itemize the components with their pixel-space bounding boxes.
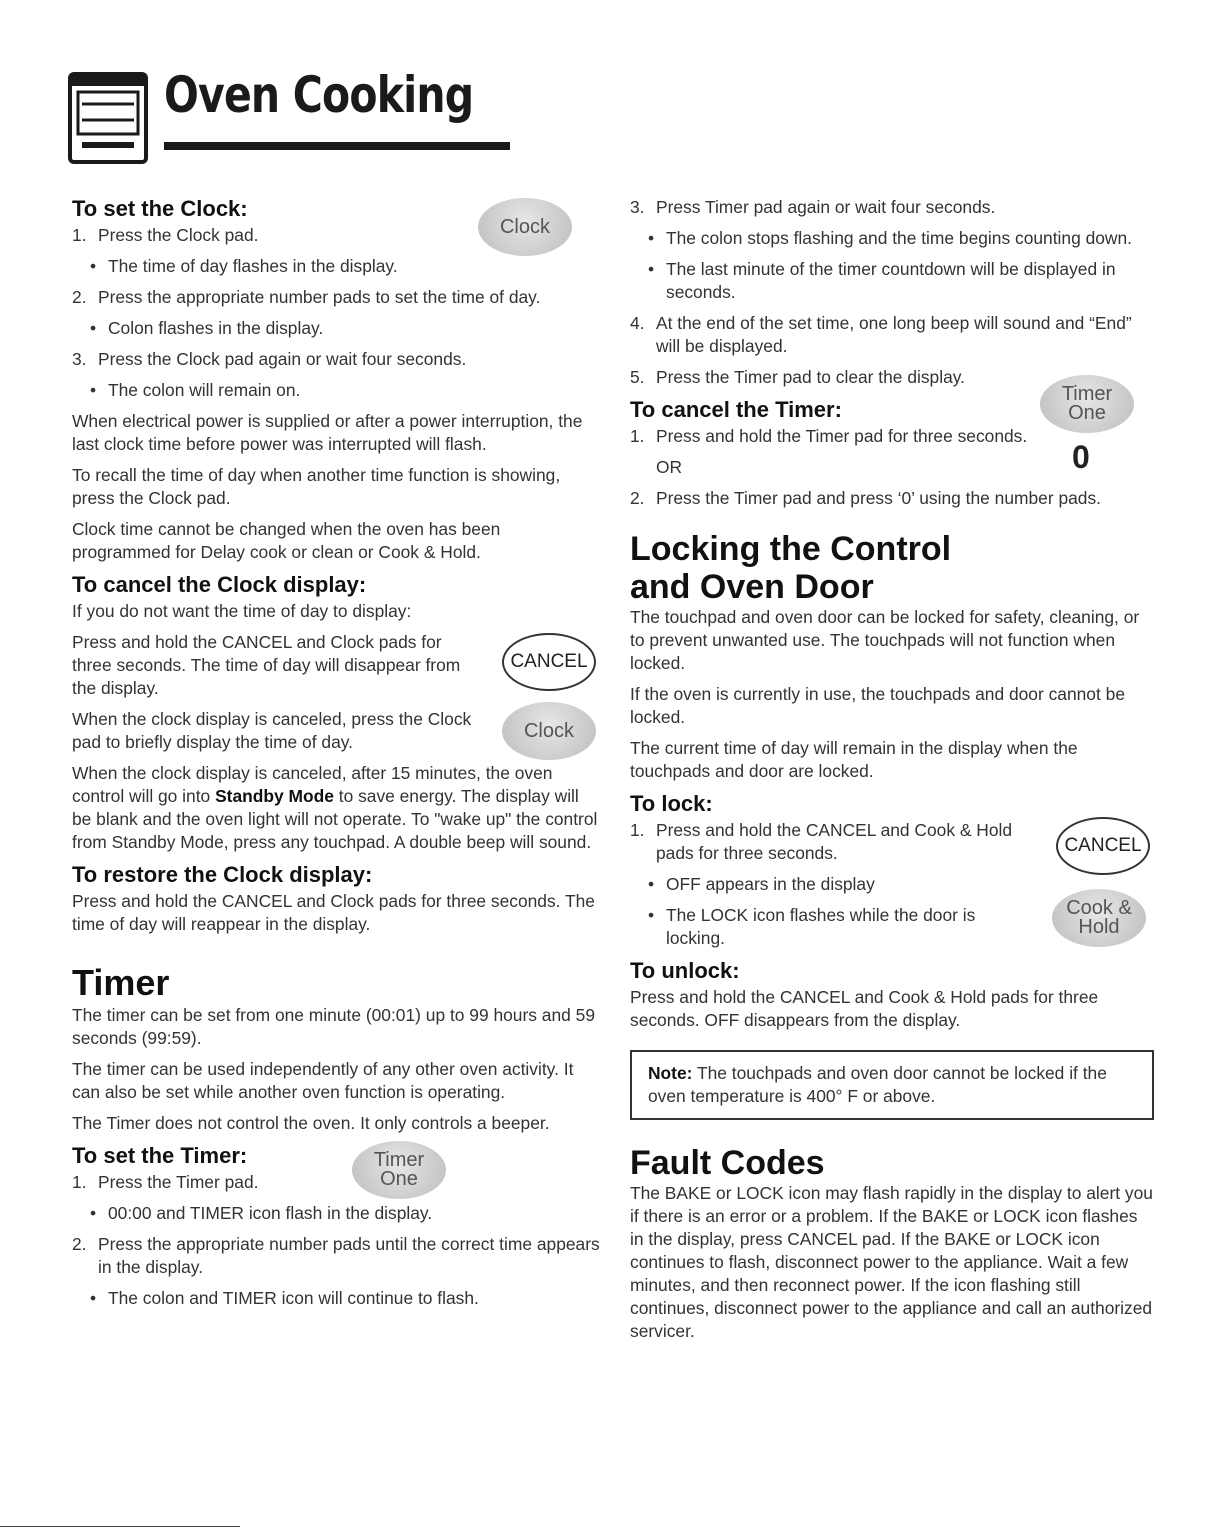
paragraph: Press and hold the CANCEL and Clock pads for three seconds. The time of day will disappear from the display. — [72, 632, 461, 698]
step: 1. Press the Clock pad. — [72, 225, 259, 245]
cancel-clock-heading: To cancel the Clock display: — [72, 572, 367, 597]
step: 1. Press the Timer pad. — [72, 1172, 259, 1192]
step: 2. Press the Timer pad and press ‘0’ using the number pads. — [630, 488, 1101, 508]
locking-section — [630, 530, 1154, 783]
cook-hold-pad: Cook & Hold — [1052, 889, 1146, 947]
clock-recall-instruction — [72, 708, 600, 754]
footer-rule — [0, 1526, 240, 1527]
oven-icon — [68, 72, 148, 164]
paragraph: The BAKE or LOCK icon may flash rapidly in the display to alert you if there is an error or a problem. If the BAKE or LOCK icon flashes in the display, press CANCEL pad. If the BAKE or LOCK icon continues to flash, disconnect power to the appliance. Wait a few minutes, and then reconnect power. If the icon flashing still continues, disconnect power to the appliance and call an authorized servicer. — [630, 1183, 1153, 1341]
paragraph: The Timer does not control the oven. It only controls a beeper. — [72, 1113, 550, 1133]
bullet: • The colon and TIMER icon will continue to flash. — [90, 1288, 479, 1308]
cancel-clock-section — [72, 572, 600, 854]
set-timer-section — [72, 1143, 600, 1310]
set-timer-heading: To set the Timer: — [72, 1143, 248, 1168]
timer-section — [72, 962, 600, 1135]
cancel-pad: CANCEL — [502, 633, 596, 691]
bullet: • The time of day flashes in the display. — [90, 256, 398, 276]
paragraph: When the clock display is canceled, press the Clock pad to briefly display the time of day. — [72, 709, 472, 752]
note-label: Note: — [648, 1063, 693, 1083]
step: 2. Press the appropriate number pads until the correct time appears in the display. — [72, 1234, 600, 1277]
paragraph: The current time of day will remain in the display when the touchpads and door are locked. — [630, 738, 1078, 781]
locking-heading-line1: Locking the Control — [630, 530, 952, 568]
step: 1. Press and hold the CANCEL and Cook & Hold pads for three seconds. — [630, 820, 1013, 863]
restore-clock-heading: To restore the Clock display: — [72, 862, 373, 887]
bullet: • OFF appears in the display — [648, 874, 875, 894]
step: 3. Press the Clock pad again or wait four seconds. — [72, 349, 467, 369]
unlock-section — [630, 958, 1154, 1032]
paragraph: The timer can be used independently of any other oven activity. It can also be set while another oven function is operating. — [72, 1059, 574, 1102]
clock-pad: Clock — [502, 702, 596, 760]
timer-one-pad: Timer One — [1040, 375, 1134, 433]
clock-pad: Clock — [478, 198, 572, 256]
timer-one-pad: Timer One — [352, 1141, 446, 1199]
cancel-pad: CANCEL — [1056, 817, 1150, 875]
cancel-timer-heading: To cancel the Timer: — [630, 397, 842, 422]
bullet: • 00:00 and TIMER icon flash in the display. — [90, 1203, 433, 1223]
paragraph: The touchpad and oven door can be locked for safety, cleaning, or to prevent unwanted use. The touchpads will not function when locked. — [630, 607, 1140, 673]
paragraph: Clock time cannot be changed when the oven has been programmed for Delay cook or clean or Cook & Hold. — [72, 519, 501, 562]
paragraph: If you do not want the time of day to display: — [72, 601, 412, 621]
fault-codes-heading: Fault Codes — [630, 1144, 825, 1182]
step: 4. At the end of the set time, one long beep will sound and “End” will be displayed. — [630, 313, 1132, 356]
zero-number-pad: 0 — [1072, 439, 1090, 475]
set-clock-heading: To set the Clock: — [72, 196, 248, 221]
page-title: Oven Cooking — [164, 66, 474, 124]
right-column — [630, 196, 1154, 1351]
step: 3. Press Timer pad again or wait four seconds. — [630, 197, 996, 217]
standby-mode-text: Standby Mode — [215, 786, 334, 806]
unlock-heading: To unlock: — [630, 958, 740, 983]
lock-section — [630, 791, 1154, 950]
note-box — [630, 1050, 1154, 1120]
set-clock-section — [72, 196, 600, 564]
locking-heading-line2: and Oven Door — [630, 568, 874, 606]
bullet: • Colon flashes in the display. — [90, 318, 324, 338]
restore-clock-section — [72, 862, 600, 936]
paragraph: If the oven is currently in use, the touchpads and door cannot be locked. — [630, 684, 1125, 727]
bullet: • The colon stops flashing and the time begins counting down. — [648, 228, 1132, 248]
or-text: OR — [656, 457, 683, 477]
bullet: • The LOCK icon flashes while the door is locking. — [648, 905, 976, 948]
fault-codes-section — [630, 1144, 1154, 1343]
cancel-timer-section — [630, 383, 1154, 510]
title-underline — [164, 142, 510, 150]
paragraph: When electrical power is supplied or after a power interruption, the last clock time before power was interrupted will flash. — [72, 411, 583, 454]
lock-heading: To lock: — [630, 791, 713, 816]
step: 1. Press and hold the Timer pad for three seconds. — [630, 426, 1028, 446]
bullet: • The last minute of the timer countdown will be displayed in seconds. — [648, 259, 1116, 302]
timer-continued-section — [630, 196, 1154, 389]
paragraph: Press and hold the CANCEL and Cook & Hold pads for three seconds. OFF disappears from the display. — [630, 987, 1099, 1030]
step: 5. Press the Timer pad to clear the display. — [630, 367, 965, 387]
paragraph: To recall the time of day when another time function is showing, press the Clock pad. — [72, 465, 561, 508]
left-column — [72, 196, 600, 1318]
note-text: The touchpads and oven door cannot be locked if the oven temperature is 400° F or above. — [648, 1063, 1107, 1106]
cancel-instruction — [72, 631, 600, 700]
step: 2. Press the appropriate number pads to set the time of day. — [72, 287, 541, 307]
standby-paragraph: When the clock display is canceled, after 15 minutes, the oven control will go into Standby Mode to save energy. The display will be blank and the oven light will not operate. To "wake up" the control from Standby Mode, press any touchpad. A double beep will sound. — [72, 763, 598, 852]
paragraph: The timer can be set from one minute (00:01) up to 99 hours and 59 seconds (99:59). — [72, 1005, 595, 1048]
bullet: • The colon will remain on. — [90, 380, 301, 400]
paragraph: Press and hold the CANCEL and Clock pads for three seconds. The time of day will reappear in the display. — [72, 891, 595, 934]
timer-heading: Timer — [72, 962, 170, 1003]
